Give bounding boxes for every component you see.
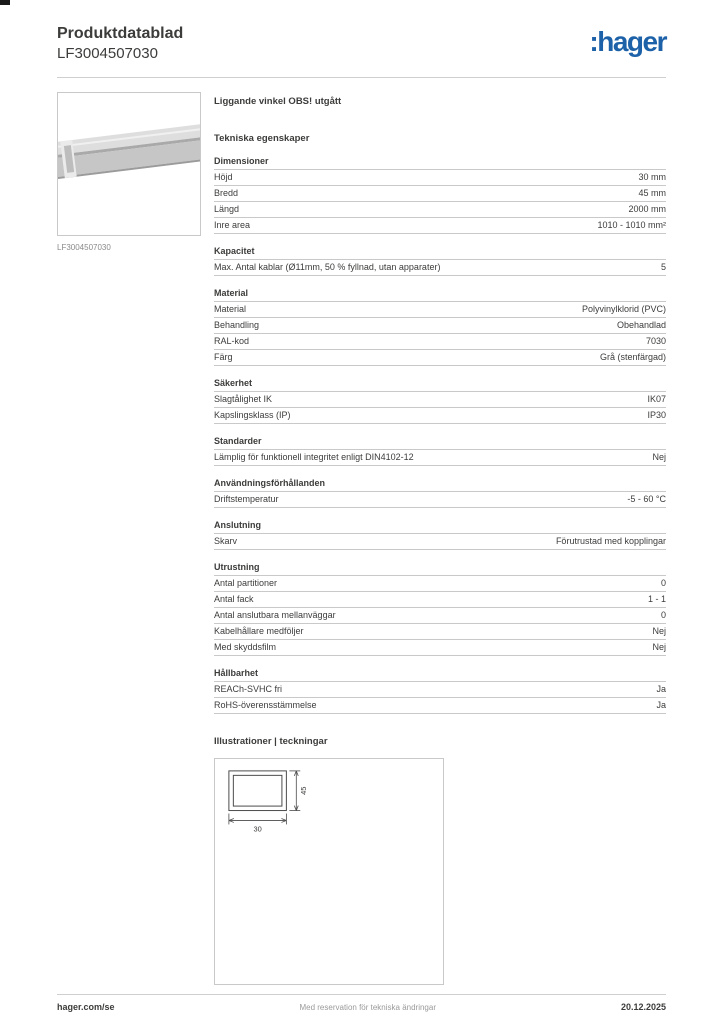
spec-label: Med skyddsfilm [214,642,277,652]
section-anslutning [214,520,666,550]
footer-date: 20.12.2025 [620,1002,666,1012]
left-column [57,92,201,985]
table-row [214,350,666,366]
table-row [214,624,666,640]
dimension-height-label: 45 [299,786,309,795]
footer-website-link[interactable]: hager.com/se [57,1002,115,1012]
spec-value: 30 mm [638,172,666,182]
spec-label: REACh-SVHC fri [214,684,283,694]
spec-label: RAL-kod [214,336,250,346]
spec-label: Antal anslutbara mellanväggar [214,610,336,620]
spec-label: Slagtålighet IK [214,394,273,404]
section-standarder [214,436,666,466]
spec-value: Obehandlad [616,320,666,330]
spec-value: -5 - 60 °C [627,494,666,504]
spec-label: Antal fack [214,594,254,604]
spec-label: Bredd [214,188,239,198]
table-row [214,534,666,550]
page-title: Produktdatablad [57,25,184,42]
spec-label: RoHS-överensstämmelse [214,700,317,710]
table-row [214,218,666,234]
cross-section-drawing [215,759,443,984]
spec-column [214,92,666,985]
spec-value: Ja [656,684,666,694]
product-photo-trunking [58,93,201,236]
dimension-width-label: 30 [253,823,262,833]
table-row [214,492,666,508]
section-anvandningsforhallanden [214,478,666,508]
spec-value: 7030 [645,336,666,346]
table-row [214,260,666,276]
technical-drawing [214,758,444,985]
table-row [214,640,666,656]
section-kapacitet [214,246,666,276]
header-product-id: LF3004507030 [57,45,158,62]
footer-row [57,1002,666,1012]
spec-label: Behandling [214,320,260,330]
section-utrustning [214,562,666,656]
footer-disclaimer: Med reservation för tekniska ändringar [299,1003,436,1012]
spec-label: Material [214,304,247,314]
section-title: Standarder [214,436,666,450]
table-row [214,608,666,624]
section-title: Säkerhet [214,378,666,392]
illustrations-title: Illustrationer | teckningar [214,735,328,747]
spec-value: 5 [660,262,666,272]
section-title: Material [214,288,666,302]
product-name: Liggande vinkel OBS! utgått [214,95,342,107]
spec-value: 1010 - 1010 mm² [597,220,666,230]
spec-label: Max. Antal kablar (Ø11mm, 50 % fyllnad, utan apparater) [214,262,441,272]
section-title: Anslutning [214,520,666,534]
table-row [214,392,666,408]
table-row [214,698,666,714]
table-row [214,202,666,218]
spec-value: 2000 mm [628,204,666,214]
hager-logo: :hager [589,26,666,57]
spec-value: IP30 [647,410,666,420]
table-row [214,592,666,608]
table-row [214,318,666,334]
spec-label: Längd [214,204,240,214]
spec-value: Nej [652,642,666,652]
header-titles [57,24,183,64]
spec-value: 0 [660,578,666,588]
spec-value: Grå (stenfärgad) [599,352,666,362]
spec-value: Nej [652,626,666,636]
spec-label: Kabelhållare medföljer [214,626,304,636]
product-image [57,92,201,236]
spec-label: Driftstemperatur [214,494,279,504]
spec-value: Förutrustad med kopplingar [555,536,666,546]
header [57,24,666,64]
section-hallbarhet [214,668,666,714]
section-material [214,288,666,366]
image-caption: LF3004507030 [57,242,111,252]
spec-label: Inre area [214,220,251,230]
section-title: Hållbarhet [214,668,666,682]
section-title: Kapacitet [214,246,666,260]
section-sakerhet [214,378,666,424]
spec-label: Färg [214,352,233,362]
table-row [214,302,666,318]
section-title: Användningsförhållanden [214,478,666,492]
spec-label: Skarv [214,536,238,546]
spec-value: 0 [660,610,666,620]
table-row [214,170,666,186]
footer [57,994,666,1012]
main-content [57,92,666,985]
spec-label: Lämplig för funktionell integritet enligt DIN4102-12 [214,452,414,462]
table-row [214,186,666,202]
table-row [214,408,666,424]
header-divider [57,77,666,78]
spec-value: Polyvinylklorid (PVC) [581,304,666,314]
spec-value: 1 - 1 [647,594,666,604]
spec-label: Höjd [214,172,233,182]
spec-label: Antal partitioner [214,578,278,588]
spec-value: 45 mm [638,188,666,198]
table-row [214,334,666,350]
footer-divider [57,994,666,995]
table-row [214,576,666,592]
section-title: Dimensioner [214,156,666,170]
spec-value: IK07 [647,394,666,404]
spec-label: Kapslingsklass (IP) [214,410,291,420]
spec-value: Nej [652,452,666,462]
section-title: Utrustning [214,562,666,576]
table-row [214,450,666,466]
section-dimensioner [214,156,666,234]
spec-value: Ja [656,700,666,710]
tech-properties-title: Tekniska egenskaper [214,132,310,144]
table-row [214,682,666,698]
